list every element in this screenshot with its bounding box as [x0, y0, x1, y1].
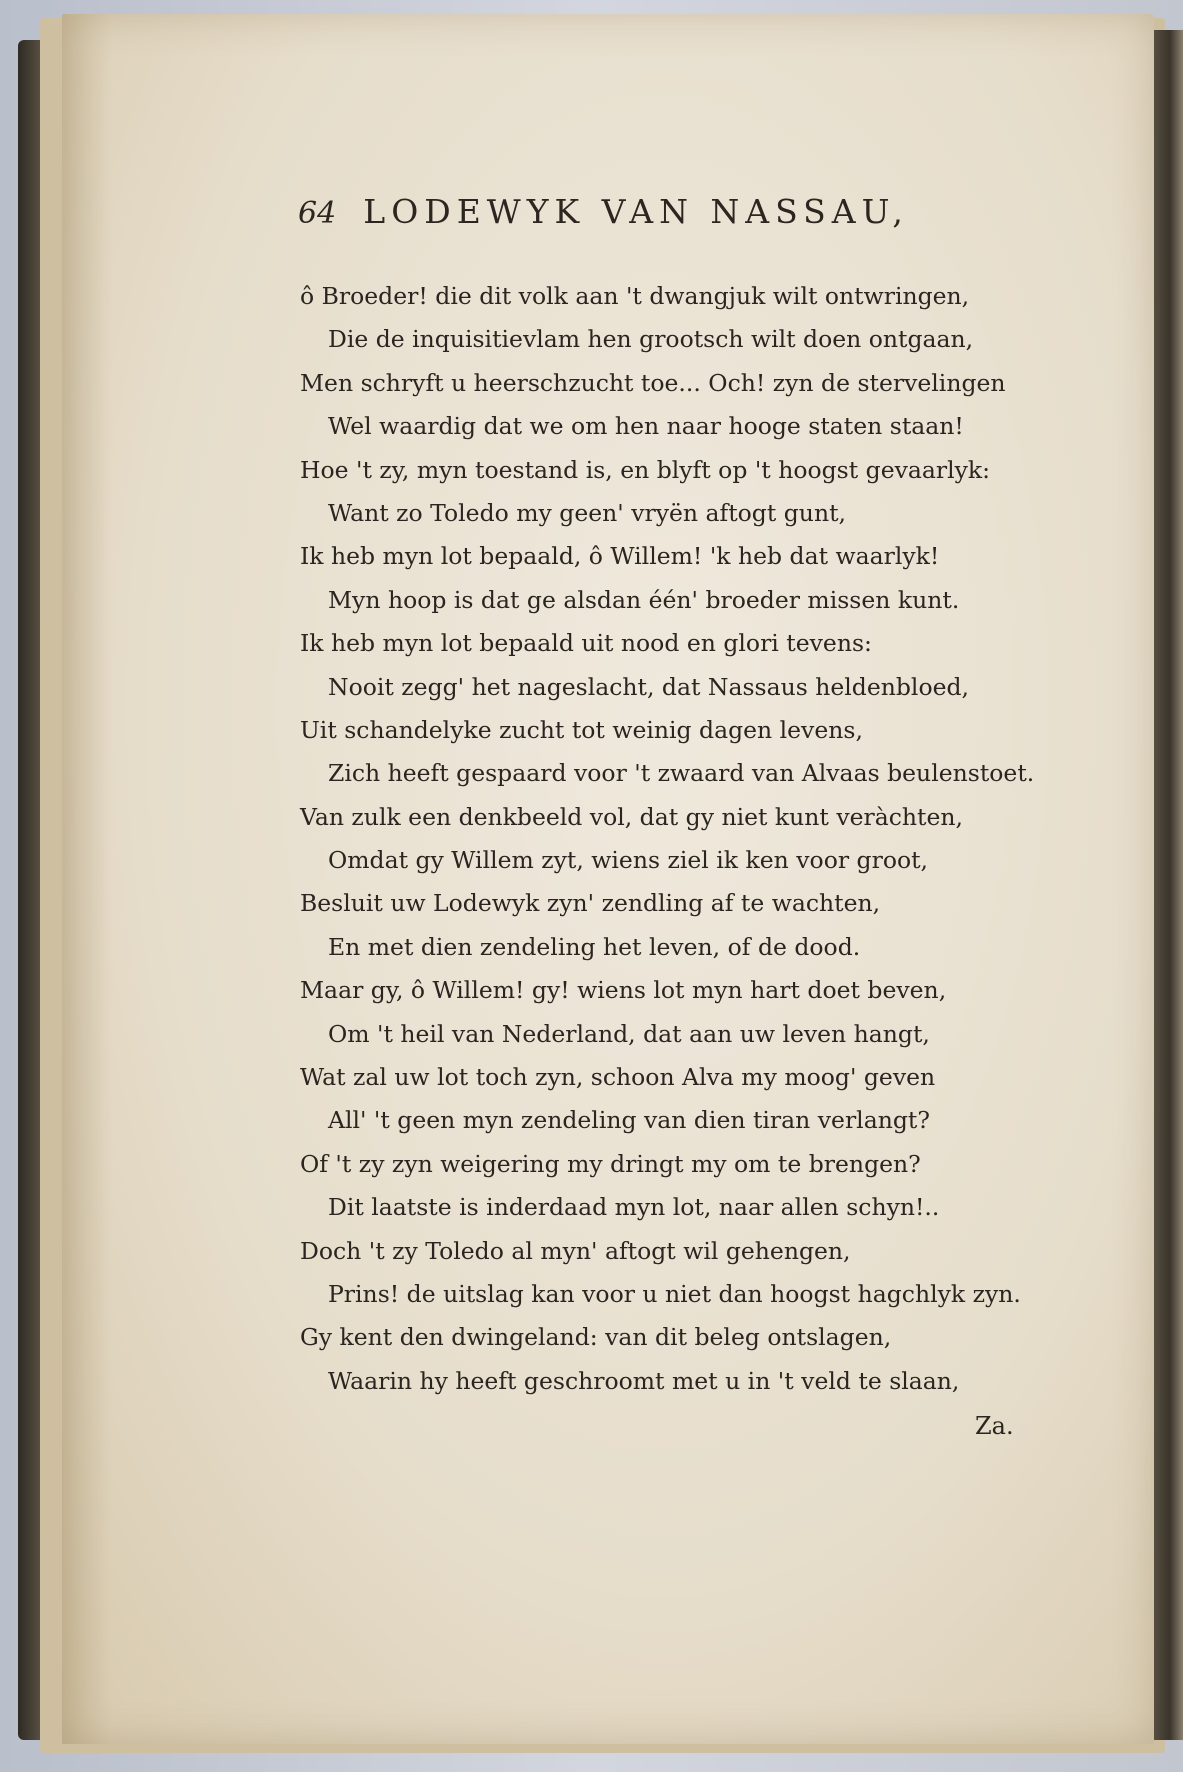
- poem-line: Prins! de uitslag kan voor u niet dan hoogst hagchlyk zyn.: [328, 1279, 1021, 1308]
- poem-line: Om 't heil van Nederland, dat aan uw leven hangt,: [328, 1019, 930, 1048]
- poem-line: Men schryft u heerschzucht toe... Och! zyn de stervelingen: [300, 368, 1006, 397]
- running-title: LODEWYK VAN NASSAU,: [363, 192, 909, 231]
- poem-line: Wel waardig dat we om hen naar hooge staten staan!: [328, 412, 964, 441]
- poem-line: Besluit uw Lodewyk zyn' zendling af te wachten,: [300, 889, 881, 918]
- poem-line: Zich heeft gespaard voor 't zwaard van Alvaas beulenstoet.: [328, 759, 1035, 788]
- poem-line: Dit laatste is inderdaad myn lot, naar allen schyn!..: [328, 1193, 940, 1222]
- poem-line: Ik heb myn lot bepaald, ô Willem! 'k heb dat waarlyk!: [300, 542, 940, 571]
- poem-line: Want zo Toledo my geen' vryën aftogt gunt,: [328, 498, 846, 527]
- poem-text: [300, 275, 1035, 1403]
- poem-line: Ik heb myn lot bepaald uit nood en glori tevens:: [300, 629, 872, 658]
- catchword: Za.: [975, 1412, 1014, 1440]
- poem-line: En met dien zendeling het leven, of de dood.: [328, 932, 861, 961]
- poem-line: Wat zal uw lot toch zyn, schoon Alva my moog' geven: [300, 1063, 936, 1092]
- poem-line: Gy kent den dwingeland: van dit beleg ontslagen,: [300, 1323, 892, 1352]
- poem-line: All' 't geen myn zendeling van dien tiran verlangt?: [328, 1106, 930, 1135]
- page-header: [298, 192, 998, 242]
- page-number: 64: [298, 196, 337, 231]
- poem-line: Die de inquisitievlam hen grootsch wilt doen ontgaan,: [328, 325, 974, 354]
- poem-line: Doch 't zy Toledo al myn' aftogt wil gehengen,: [300, 1236, 851, 1265]
- poem-line: Omdat gy Willem zyt, wiens ziel ik ken voor groot,: [328, 846, 929, 875]
- page-fold-shadow: [62, 14, 112, 1744]
- book-edge-right: [1150, 30, 1183, 1740]
- poem-line: Of 't zy zyn weigering my dringt my om te brengen?: [300, 1149, 921, 1178]
- poem-line: Van zulk een denkbeeld vol, dat gy niet kunt veràchten,: [300, 802, 964, 831]
- poem-line: ô Broeder! die dit volk aan 't dwangjuk wilt ontwringen,: [300, 282, 970, 310]
- poem-line: Hoe 't zy, myn toestand is, en blyft op 't hoogst gevaarlyk:: [300, 455, 991, 484]
- poem-line: Waarin hy heeft geschroomt met u in 't veld te slaan,: [328, 1366, 960, 1395]
- poem-line: Maar gy, ô Willem! gy! wiens lot myn hart doet beven,: [300, 976, 947, 1005]
- poem-line: Nooit zegg' het nageslacht, dat Nassaus heldenbloed,: [328, 672, 970, 701]
- poem-line: Uit schandelyke zucht tot weinig dagen levens,: [300, 715, 863, 744]
- poem-line: Myn hoop is dat ge alsdan één' broeder missen kunt.: [328, 585, 960, 614]
